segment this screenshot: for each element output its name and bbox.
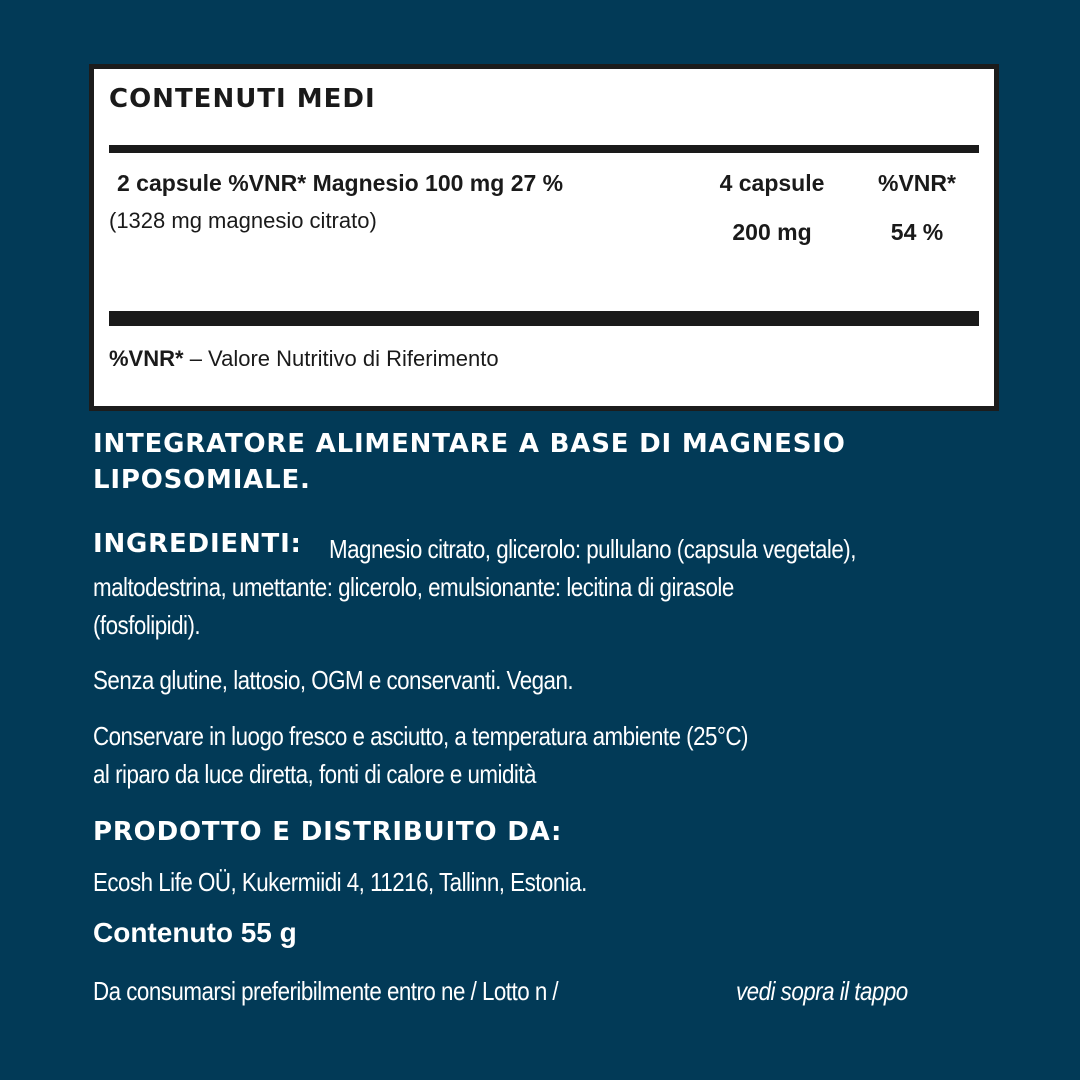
content-weight: Contenuto 55 g	[93, 917, 297, 948]
ingredients-label: INGREDIENTI:	[93, 529, 302, 559]
column-value-amount: 200 mg	[732, 219, 812, 245]
storage-line-1: Conservare in luogo fresco e asciutto, a temperatura ambiente (25°C)	[93, 721, 748, 751]
panel-divider-top	[109, 145, 979, 153]
expiry-location-note: vedi sopra il tappo	[736, 976, 908, 1006]
producer-address: Ecosh Life OÜ, Kukermiidi 4, 11216, Tallinn, Estonia.	[93, 867, 587, 897]
ingredients-line-3: (fosfolipidi).	[93, 610, 201, 640]
footnote-label: %VNR*	[109, 346, 184, 371]
vnr-footnote	[109, 346, 499, 372]
ingredients-line-1: Magnesio citrato, glicerolo: pullulano (capsula vegetale),	[329, 534, 856, 564]
ingredients-line-2: maltodestrina, umettante: glicerolo, emulsionante: lecitina di girasole	[93, 572, 734, 602]
expiry-lot-text: Da consumarsi preferibilmente entro ne / Lotto n /	[93, 976, 559, 1006]
nutrition-panel	[89, 64, 999, 411]
panel-divider-bottom	[109, 311, 979, 326]
column-header-4-capsule: 4 capsule	[719, 170, 825, 196]
producer-heading: PRODOTTO E DISTRIBUITO DA:	[93, 817, 563, 847]
product-title-line-1: INTEGRATORE ALIMENTARE A BASE DI MAGNESIO	[93, 429, 846, 459]
storage-line-2: al riparo da luce diretta, fonti di calore e umidità	[93, 759, 536, 789]
panel-title: CONTENUTI MEDI	[109, 84, 376, 114]
column-header-vnr: %VNR*	[878, 170, 956, 196]
free-from-note: Senza glutine, lattosio, OGM e conservanti. Vegan.	[93, 665, 574, 695]
column-value-vnr: 54 %	[890, 219, 944, 245]
serving-row: 2 capsule %VNR* Magnesio 100 mg 27 %	[117, 170, 564, 196]
serving-subtext: (1328 mg magnesio citrato)	[109, 208, 377, 233]
footnote-text: – Valore Nutritivo di Riferimento	[183, 346, 499, 371]
product-title-line-2: LIPOSOMIALE.	[93, 465, 311, 495]
